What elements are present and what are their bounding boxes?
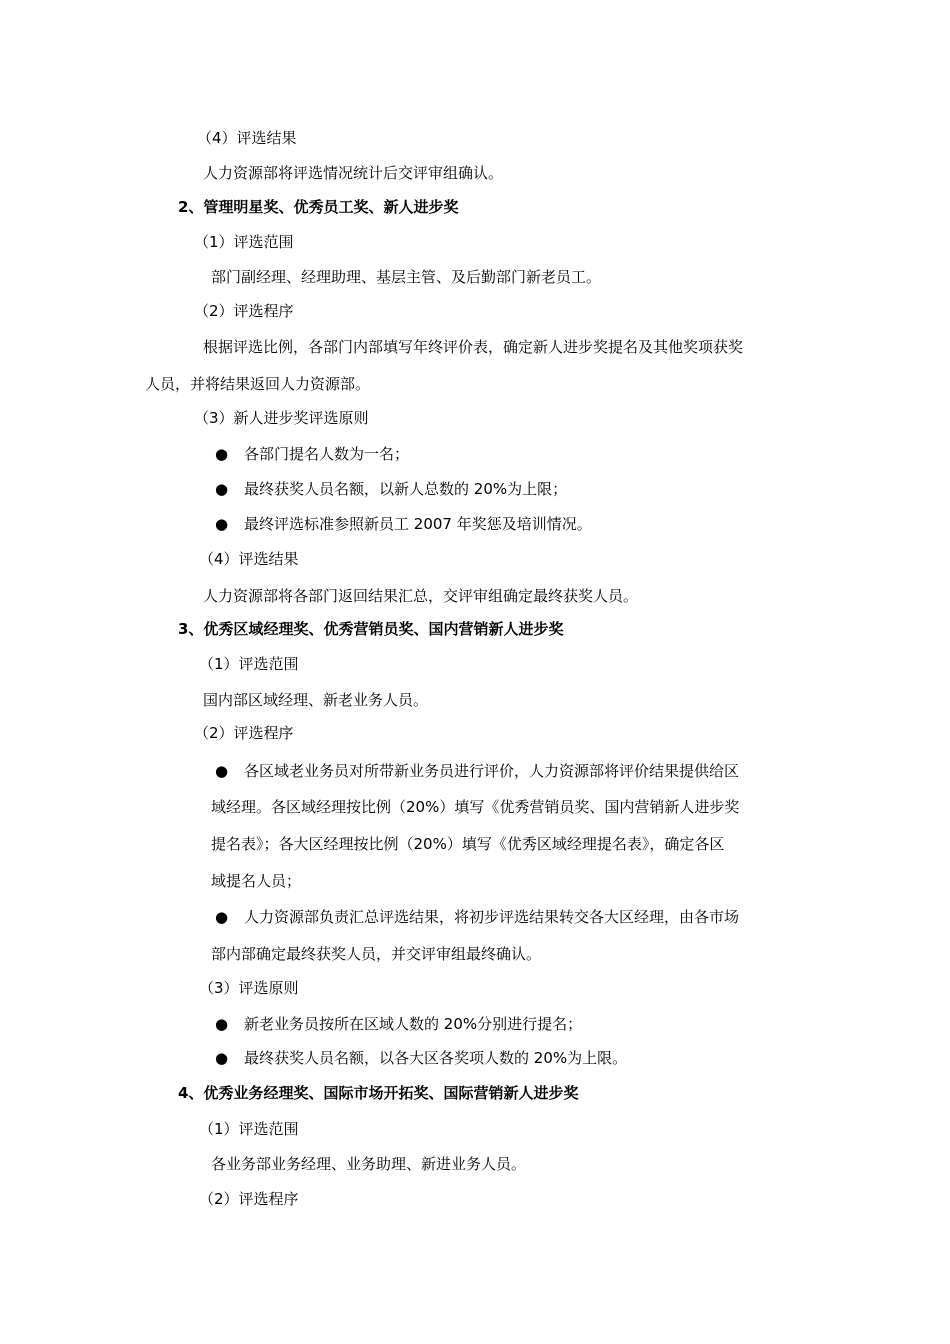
bullet-icon: ● bbox=[215, 762, 229, 780]
s2-procedure-text-line1: 根据评选比例，各部门内部填写年终评价表，确定新人进步奖提名及其他奖项获奖 bbox=[203, 338, 744, 356]
s2-result-text: 人力资源部将各部门返回结果汇总，交评审组确定最终获奖人员。 bbox=[203, 587, 639, 605]
s3-procedure-item-1-line3: 提名表》；各大区经理按比例（20%）填写《优秀区域经理提名表》，确定各区 bbox=[211, 835, 725, 853]
s2-principle-item-2: 最终获奖人员名额，以新人总数的 20%为上限； bbox=[244, 480, 568, 498]
s1-result-heading: （4）评选结果 bbox=[197, 129, 297, 147]
s3-principle-heading: （3）评选原则 bbox=[199, 979, 299, 997]
s3-procedure-item-1-line2: 域经理。各区域经理按比例（20%）填写《优秀营销员奖、国内营销新人进步奖 bbox=[211, 798, 740, 816]
s3-heading: 3、优秀区域经理奖、优秀营销员奖、国内营销新人进步奖 bbox=[178, 620, 564, 638]
s3-principle-item-2: 最终获奖人员名额，以各大区各奖项人数的 20%为上限。 bbox=[244, 1049, 628, 1067]
s3-procedure-item-2-line2: 部内部确定最终获奖人员，并交评审组最终确认。 bbox=[211, 945, 542, 963]
bullet-icon: ● bbox=[215, 1015, 229, 1033]
bullet-icon: ● bbox=[215, 908, 229, 926]
s3-procedure-item-2-line1: 人力资源部负责汇总评选结果，将初步评选结果转交各大区经理，由各市场 bbox=[244, 908, 740, 926]
s3-procedure-item-1-line1: 各区域老业务员对所带新业务员进行评价，人力资源部将评价结果提供给区 bbox=[244, 762, 740, 780]
s2-procedure-heading: （2）评选程序 bbox=[194, 302, 294, 320]
s3-procedure-item-1-line4: 域提名人员； bbox=[211, 872, 302, 890]
s2-procedure-text-line2: 人员，并将结果返回人力资源部。 bbox=[145, 375, 371, 393]
bullet-icon: ● bbox=[215, 445, 229, 463]
s2-scope-text: 部门副经理、经理助理、基层主管、及后勤部门新老员工。 bbox=[211, 268, 602, 286]
bullet-icon: ● bbox=[215, 480, 229, 498]
s2-result-heading: （4）评选结果 bbox=[199, 550, 299, 568]
s1-result-text: 人力资源部将评选情况统计后交评审组确认。 bbox=[203, 164, 504, 182]
s4-procedure-heading: （2）评选程序 bbox=[199, 1190, 299, 1208]
s2-scope-heading: （1）评选范围 bbox=[194, 233, 294, 251]
bullet-icon: ● bbox=[215, 1049, 229, 1067]
s3-scope-heading: （1）评选范围 bbox=[199, 655, 299, 673]
s3-procedure-heading: （2）评选程序 bbox=[194, 724, 294, 742]
s4-scope-heading: （1）评选范围 bbox=[199, 1120, 299, 1138]
s2-principle-item-1: 各部门提名人数为一名； bbox=[244, 445, 410, 463]
s2-principle-item-3: 最终评选标准参照新员工 2007 年奖惩及培训情况。 bbox=[244, 515, 592, 533]
bullet-icon: ● bbox=[215, 515, 229, 533]
s3-principle-item-1: 新老业务员按所在区域人数的 20%分别进行提名； bbox=[244, 1015, 583, 1033]
s2-heading: 2、管理明星奖、优秀员工奖、新人进步奖 bbox=[178, 198, 459, 216]
s4-heading: 4、优秀业务经理奖、国际市场开拓奖、国际营销新人进步奖 bbox=[178, 1084, 579, 1102]
s2-principle-heading: （3）新人进步奖评选原则 bbox=[194, 409, 369, 427]
s3-scope-text: 国内部区域经理、新老业务人员。 bbox=[203, 691, 429, 709]
s4-scope-text: 各业务部业务经理、业务助理、新进业务人员。 bbox=[211, 1155, 527, 1173]
